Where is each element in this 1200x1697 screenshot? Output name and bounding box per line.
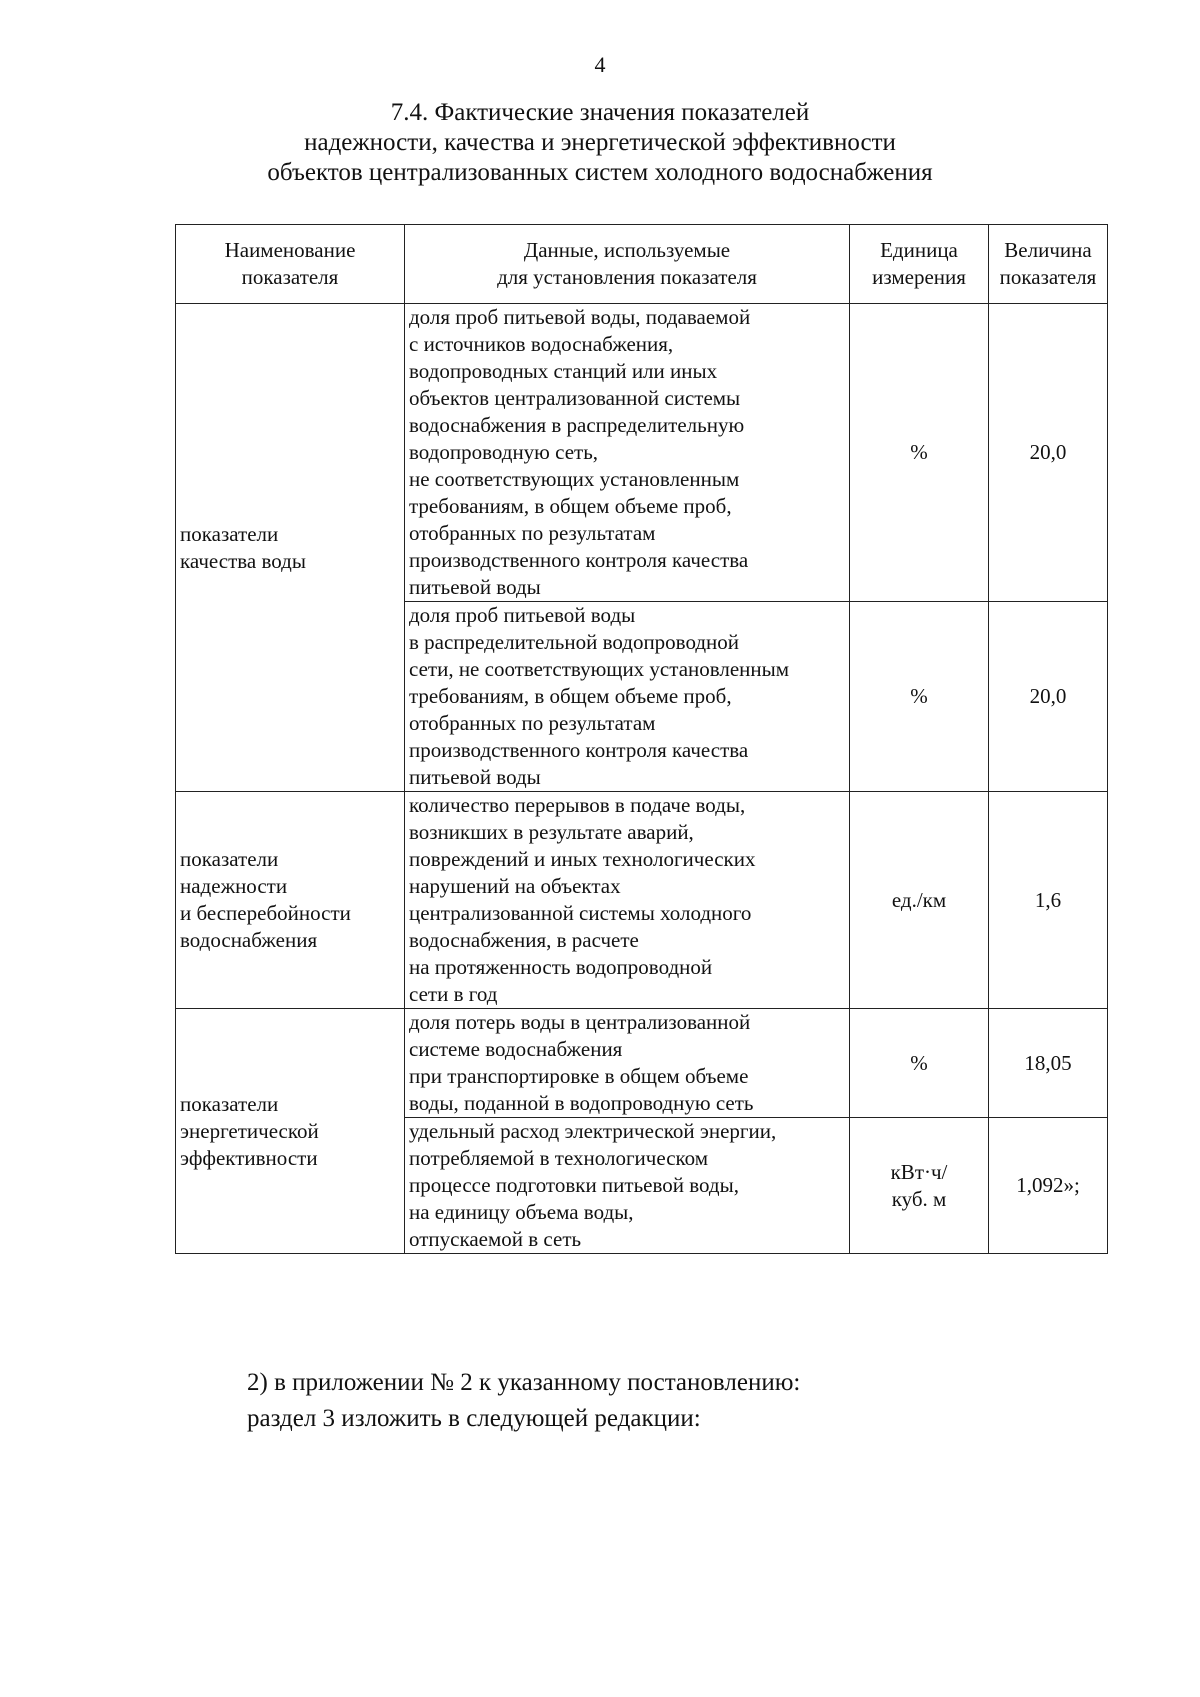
indicator-data: доля потерь воды в централизованной системе водоснабжения при транспортировке в общем объеме воды, поданной в водопроводную сеть [405, 1009, 850, 1118]
name-line: показатели [180, 1091, 279, 1116]
paragraph-line: раздел 3 изложить в следующей редакции: [247, 1405, 701, 1432]
name-line: эффективности [180, 1145, 318, 1170]
amendment-paragraph [247, 1365, 800, 1437]
title-line: объектов централизованных систем холодного водоснабжения [267, 159, 933, 186]
indicator-unit: ед./км [850, 792, 989, 1009]
name-line: показатели [180, 521, 279, 546]
header-data-line: для установления показателя [497, 265, 757, 289]
title-line: 7.4. Фактические значения показателей [390, 99, 810, 126]
indicator-unit: % [850, 304, 989, 602]
indicator-value: 20,0 [989, 304, 1108, 602]
indicator-unit [850, 1118, 989, 1254]
indicator-value: 1,092»; [989, 1118, 1108, 1254]
header-name [176, 225, 405, 304]
header-data [405, 225, 850, 304]
page-number: 4 [594, 52, 606, 77]
header-value-line: показателя [999, 265, 1097, 289]
table-row [176, 1009, 1108, 1118]
header-unit-line: измерения [872, 265, 966, 289]
title-line: надежности, качества и энергетической эффективности [304, 129, 896, 156]
unit-line: куб. м [891, 1186, 947, 1211]
header-data-line: Данные, используемые [523, 238, 731, 262]
table-row [176, 304, 1108, 602]
indicator-value: 18,05 [989, 1009, 1108, 1118]
indicators-table [175, 224, 1108, 1254]
indicator-value: 20,0 [989, 602, 1108, 792]
indicator-name-reliability [176, 792, 405, 1009]
name-line: качества воды [180, 548, 306, 573]
unit-line: кВт·ч/ [890, 1159, 948, 1184]
table-row [176, 792, 1108, 1009]
table-header-row [176, 225, 1108, 304]
indicator-unit: % [850, 1009, 989, 1118]
name-line: надежности [180, 874, 288, 898]
indicator-unit: % [850, 602, 989, 792]
indicator-value: 1,6 [989, 792, 1108, 1009]
indicator-name-energy-efficiency [176, 1009, 405, 1254]
section-title [0, 98, 1200, 188]
header-unit [850, 225, 989, 304]
paragraph-line: 2) в приложении № 2 к указанному постановлению: [247, 1369, 801, 1396]
name-line: энергетической [180, 1118, 319, 1143]
indicator-name-water-quality [176, 304, 405, 792]
indicator-data: доля проб питьевой воды в распределительной водопроводной сети, не соответствующих установленным требованиям, в общем объеме проб, отобранных по результатам производственного контроля качества питьевой воды [405, 602, 850, 792]
indicator-data: удельный расход электрической энергии, потребляемой в технологическом процессе подготовки питьевой воды, на единицу объема воды, отпускаемой в сеть [405, 1118, 850, 1254]
name-line: показатели [180, 847, 279, 871]
indicator-data: количество перерывов в подаче воды, возникших в результате аварий, повреждений и иных технологических нарушений на объектах централизованной системы холодного водоснабжения, в расчете на протяженность водопроводной сети в год [405, 792, 850, 1009]
header-value-line: Величина [1004, 238, 1092, 262]
header-value [989, 225, 1108, 304]
name-line: и бесперебойности [180, 901, 351, 925]
header-unit-line: Единица [880, 238, 958, 262]
name-line: водоснабжения [180, 928, 318, 952]
indicator-data: доля проб питьевой воды, подаваемой с источников водоснабжения, водопроводных станций или иных объектов централизованной системы водоснабжения в распределительную водопроводную сеть, не соответствующих установленным требованиям, в общем объеме проб, отобранных по результатам производственного контроля качества питьевой воды [405, 304, 850, 602]
header-name-line: Наименование [224, 238, 356, 262]
header-name-line: показателя [241, 265, 339, 289]
